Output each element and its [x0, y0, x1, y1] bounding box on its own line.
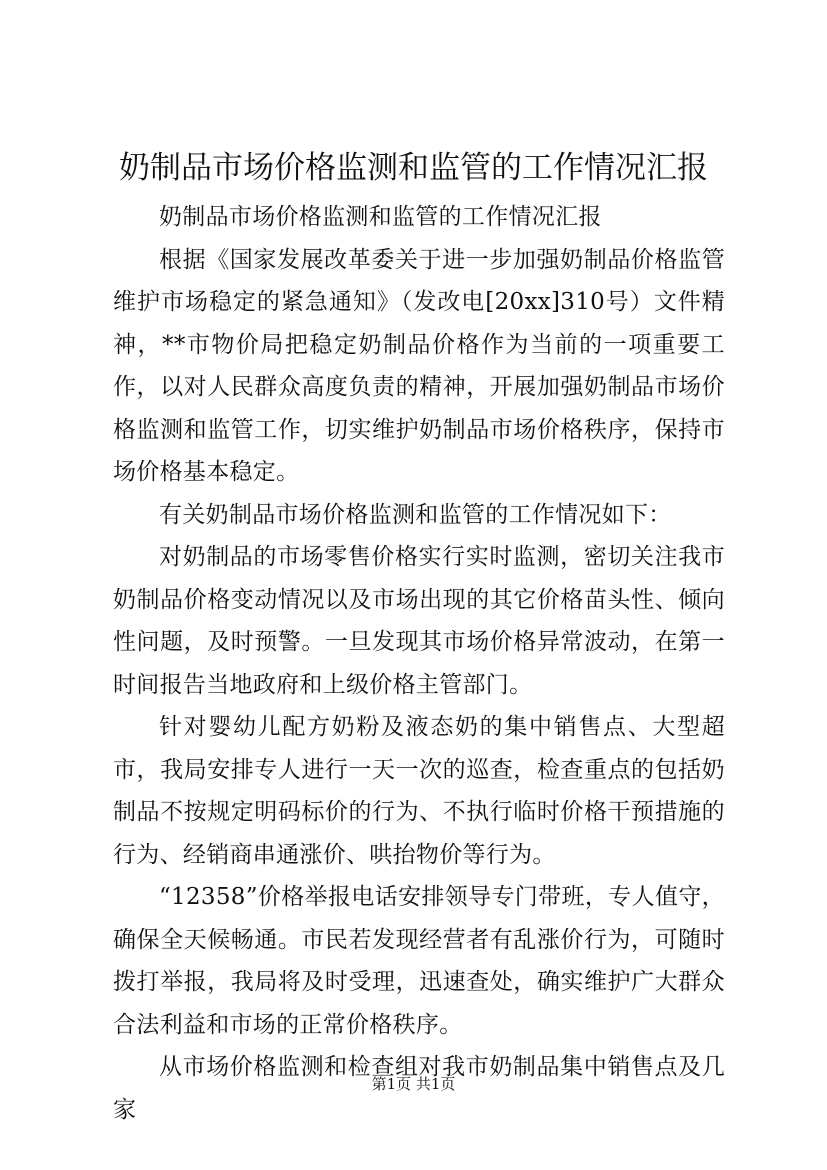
- paragraph-hotline: “12358”价格举报电话安排领导专门带班，专人值守，确保全天候畅通。市民若发现经营者有乱涨价行为，可随时拨打举报，我局将及时受理，迅速查处，确实维护广大群众合法利益和市场的正常价格秩序。: [113, 884, 725, 1038]
- document-body: [113, 196, 725, 1131]
- paragraph-subtitle: 奶制品市场价格监测和监管的工作情况汇报: [159, 204, 602, 230]
- paragraph-inspection: 针对婴幼儿配方奶粉及液态奶的集中销售点、大型超市，我局安排专人进行一天一次的巡查，检查重点的包括奶制品不按规定明码标价的行为、不执行临时价格干预措施的行为、经销商串通涨价、哄抬物价等行为。: [113, 714, 725, 868]
- document-title: 奶制品市场价格监测和监管的工作情况汇报: [119, 150, 708, 186]
- paragraph-intro: 有关奶制品市场价格监测和监管的工作情况如下：: [159, 501, 672, 528]
- paragraph-monitoring: 对奶制品的市场零售价格实行实时监测，密切关注我市奶制品价格变动情况以及市场出现的其它价格苗头性、倾向性问题，及时预警。一旦发现其市场价格异常波动，在第一时间报告当地政府和上级价格主管部门。: [113, 544, 725, 698]
- paragraph-conclusion: 从市场价格监测和检查组对我市奶制品集中销售点及几家: [113, 1054, 725, 1123]
- paragraph-basis: 根据《国家发展改革委关于进一步加强奶制品价格监管维护市场稳定的紧急通知》（发改电[20xx]310号）文件精神，**市物价局把稳定奶制品价格作为当前的一项重要工作，以对人民群众高度负责的精神，开展加强奶制品市场价格监测和监管工作，切实维护奶制品市场价格秩序，保持市场价格基本稳定。: [113, 246, 725, 485]
- page-number-footer: 第1页 共1页: [371, 1075, 456, 1093]
